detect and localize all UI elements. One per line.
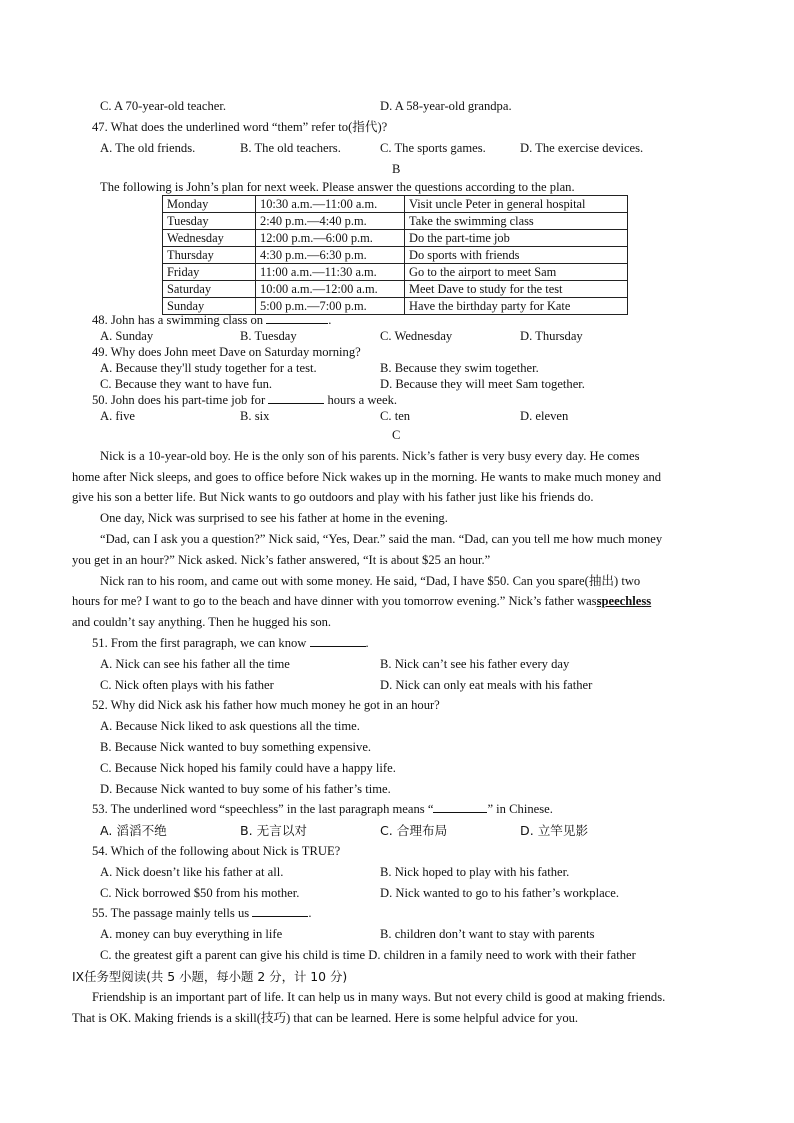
q46-option-c: C. A 70-year-old teacher. (100, 99, 226, 113)
q47-option-d: D. The exercise devices. (520, 141, 644, 155)
q54-option-a: A. Nick doesn’t like his father at all. (100, 865, 284, 879)
q48-option-c: C. Wednesday (380, 329, 453, 343)
q49-option-c: C. Because they want to have fun. (100, 377, 273, 391)
answer-blank (268, 393, 324, 404)
plan-day: Wednesday (163, 230, 256, 247)
plan-day: Sunday (163, 298, 256, 315)
q53-option-a: A. 滔滔不绝 (100, 823, 167, 838)
plan-time: 4:30 p.m.—6:30 p.m. (256, 247, 405, 264)
passage-line: Nick ran to his room, and came out with some money. He said, “Dad, I have $50. Can you spare(抽出) two (100, 574, 641, 588)
section-c-label: C (392, 428, 401, 442)
q54-stem: 54. Which of the following about Nick is TRUE? (92, 844, 341, 858)
q51-stem (92, 636, 369, 651)
q51-stem-end: . (365, 636, 369, 650)
plan-time: 11:00 a.m.—11:30 a.m. (256, 264, 405, 281)
table-row (163, 230, 628, 247)
q52-option-b: B. Because Nick wanted to buy something expensive. (100, 740, 372, 754)
q55-option-cd: C. the greatest gift a parent can give his child is time D. children in a family need to work with their father (100, 948, 636, 962)
passage-line: home after Nick sleeps, and goes to office before Nick wakes up in the morning. He wants to make much money and (72, 470, 662, 484)
q50-option-c: C. ten (380, 409, 411, 423)
q53-stem-end: ” in Chinese. (487, 802, 553, 816)
plan-activity: Visit uncle Peter in general hospital (405, 196, 628, 213)
q51-option-b: B. Nick can’t see his father every day (380, 657, 570, 671)
table-row (163, 281, 628, 298)
section-b-intro: The following is John’s plan for next week. Please answer the questions according to the plan. (100, 180, 575, 194)
table-row (163, 213, 628, 230)
plan-table (162, 195, 628, 315)
plan-time: 10:30 a.m.—11:00 a.m. (256, 196, 405, 213)
plan-activity: Take the swimming class (405, 213, 628, 230)
answer-blank (433, 802, 487, 813)
answer-blank (252, 906, 308, 917)
passage-text: hours for me? I want to go to the beach and have dinner with you tomorrow evening.” Nick’s father was (72, 594, 597, 608)
q49-option-a: A. Because they'll study together for a test. (100, 361, 317, 375)
passage-line: Friendship is an important part of life. It can help us in many ways. But not every child is good at making friends. (92, 990, 666, 1004)
passage-line: Nick is a 10-year-old boy. He is the only son of his parents. Nick’s father is very busy every day. He comes (100, 449, 640, 463)
answer-blank (266, 313, 328, 324)
q55-option-a: A. money can buy everything in life (100, 927, 283, 941)
q53-stem (92, 802, 553, 817)
q49-option-d: D. Because they will meet Sam together. (380, 377, 585, 391)
q50-stem-end: hours a week. (327, 393, 398, 407)
q55-stem-text: 55. The passage mainly tells us (92, 906, 250, 920)
q52-stem: 52. Why did Nick ask his father how much money he got in an hour? (92, 698, 440, 712)
plan-day: Thursday (163, 247, 256, 264)
passage-line: you get in an hour?” Nick asked. Nick’s father answered, “It is about $25 an hour.” (72, 553, 491, 567)
q48-option-b: B. Tuesday (240, 329, 297, 343)
q47-option-b: B. The old teachers. (240, 141, 341, 155)
q47-option-a: A. The old friends. (100, 141, 196, 155)
section-ix-title: IX任务型阅读(共 5 小题，每小题 2 分，计 10 分) (72, 969, 348, 984)
q51-option-d: D. Nick can only eat meals with his father (380, 678, 593, 692)
q46-option-d: D. A 58-year-old grandpa. (380, 99, 512, 113)
plan-time: 2:40 p.m.—4:40 p.m. (256, 213, 405, 230)
passage-line: and couldn’t say anything. Then he hugged his son. (72, 615, 332, 629)
q50-option-a: A. five (100, 409, 135, 423)
q51-option-c: C. Nick often plays with his father (100, 678, 274, 692)
q50-option-b: B. six (240, 409, 270, 423)
plan-activity: Meet Dave to study for the test (405, 281, 628, 298)
q48-option-d: D. Thursday (520, 329, 583, 343)
q52-option-a: A. Because Nick liked to ask questions all the time. (100, 719, 360, 733)
q48-stem-text: 48. John has a swimming class on (92, 313, 264, 327)
q48-stem-end: . (328, 313, 332, 327)
passage-line: That is OK. Making friends is a skill(技巧) that can be learned. Here is some helpful advice for you. (72, 1011, 579, 1025)
q50-option-d: D. eleven (520, 409, 569, 423)
q55-stem-end: . (308, 906, 312, 920)
q48-option-a: A. Sunday (100, 329, 154, 343)
q54-option-c: C. Nick borrowed $50 from his mother. (100, 886, 300, 900)
q53-option-d: D. 立竿见影 (520, 823, 589, 838)
plan-day: Saturday (163, 281, 256, 298)
q52-option-c: C. Because Nick hoped his family could have a happy life. (100, 761, 396, 775)
q55-stem (92, 906, 311, 921)
plan-day: Friday (163, 264, 256, 281)
section-b-label: B (392, 162, 401, 176)
passage-line: give his son a better life. But Nick wants to go outdoors and play with his father just like his friends do. (72, 490, 594, 504)
q52-option-d: D. Because Nick wanted to buy some of his father’s time. (100, 782, 391, 796)
plan-day: Tuesday (163, 213, 256, 230)
plan-time: 12:00 p.m.—6:00 p.m. (256, 230, 405, 247)
q51-stem-text: 51. From the first paragraph, we can know (92, 636, 307, 650)
q49-stem: 49. Why does John meet Dave on Saturday morning? (92, 345, 361, 359)
plan-activity: Go to the airport to meet Sam (405, 264, 628, 281)
passage-line (72, 594, 651, 609)
q55-option-b: B. children don’t want to stay with parents (380, 927, 595, 941)
plan-activity: Do sports with friends (405, 247, 628, 264)
q51-option-a: A. Nick can see his father all the time (100, 657, 290, 671)
plan-day: Monday (163, 196, 256, 213)
q53-stem-text: 53. The underlined word “speechless” in the last paragraph means “ (92, 802, 434, 816)
plan-activity: Do the part-time job (405, 230, 628, 247)
table-row (163, 264, 628, 281)
plan-activity: Have the birthday party for Kate (405, 298, 628, 315)
q54-option-d: D. Nick wanted to go to his father’s workplace. (380, 886, 619, 900)
q47-option-c: C. The sports games. (380, 141, 486, 155)
passage-line: One day, Nick was surprised to see his father at home in the evening. (100, 511, 448, 525)
q48-stem (92, 313, 331, 328)
q50-stem (92, 393, 397, 408)
table-row (163, 247, 628, 264)
underlined-word-speechless: speechless (596, 594, 652, 608)
q54-option-b: B. Nick hoped to play with his father. (380, 865, 570, 879)
plan-time: 10:00 a.m.—12:00 a.m. (256, 281, 405, 298)
q53-option-b: B. 无言以对 (240, 823, 308, 838)
q49-option-b: B. Because they swim together. (380, 361, 539, 375)
answer-blank (310, 636, 366, 647)
q47-stem: 47. What does the underlined word “them” refer to(指代)? (92, 120, 388, 134)
q53-option-c: C. 合理布局 (380, 823, 448, 838)
table-row (163, 196, 628, 213)
q50-stem-text: 50. John does his part-time job for (92, 393, 266, 407)
table-row (163, 298, 628, 315)
plan-time: 5:00 p.m.—7:00 p.m. (256, 298, 405, 315)
passage-line: “Dad, can I ask you a question?” Nick said, “Yes, Dear.” said the man. “Dad, can you tell me how much money (100, 532, 663, 546)
